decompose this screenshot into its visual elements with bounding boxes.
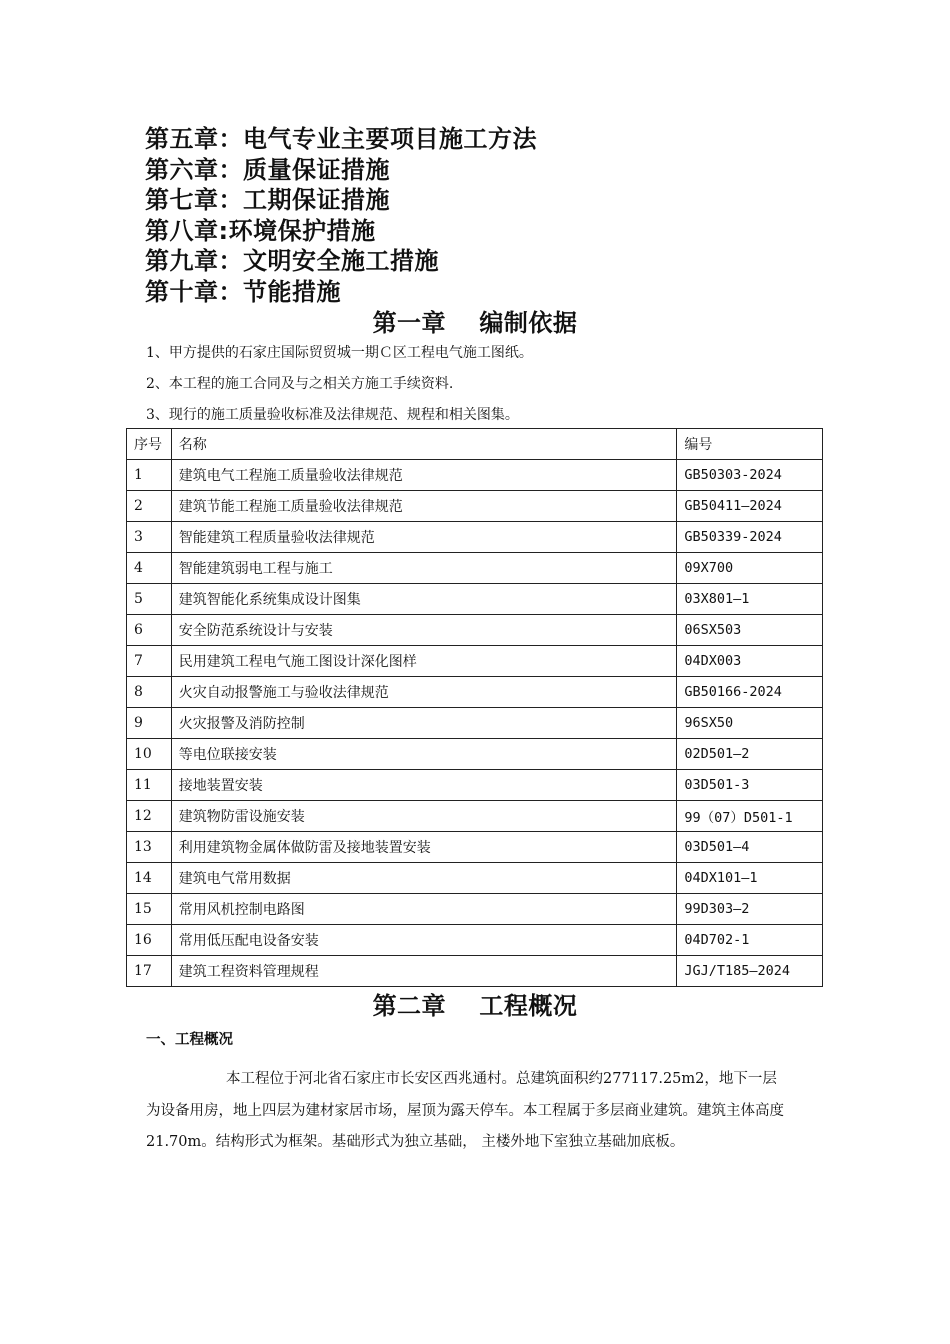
toc-item-chapter-8: 第八章:环境保护措施: [145, 216, 376, 245]
cell-number: 16: [127, 925, 172, 956]
cell-name: 建筑节能工程施工质量验收法律规范: [171, 491, 677, 522]
toc-item-chapter-6: 第六章：质量保证措施: [145, 155, 390, 184]
cell-code: 99（07）D501-1: [677, 801, 823, 832]
toc-item-chapter-10: 第十章：节能措施: [145, 277, 341, 306]
table-row: [127, 894, 823, 925]
cell-number: 13: [127, 832, 172, 863]
table-row: [127, 708, 823, 739]
standards-table-body: [127, 460, 823, 987]
cell-name: 智能建筑工程质量验收法律规范: [171, 522, 677, 553]
cell-code: 03D501—4: [677, 832, 823, 863]
standards-table: [126, 428, 823, 987]
basis-item-3: 3、现行的施工质量验收标准及法律规范、规程和相关图集。: [146, 407, 519, 423]
header-name: 名称: [171, 429, 677, 460]
cell-code: 02D501—2: [677, 739, 823, 770]
table-row: [127, 956, 823, 987]
cell-name: 建筑物防雷设施安装: [171, 801, 677, 832]
cell-code: 06SX503: [677, 615, 823, 646]
table-row: [127, 460, 823, 491]
project-overview-paragraph: [146, 1064, 786, 1159]
cell-code: GB50303-2024: [677, 460, 823, 491]
cell-name: 常用风机控制电路图: [171, 894, 677, 925]
overview-text: 本工程位于河北省石家庄市长安区西兆通村。总建筑面积约277117.25m2，地下一层为设备用房，地上四层为建材家居市场，屋顶为露天停车。本工程属于多层商业建筑。建筑主体高度21.70m。结构形式为框架。基础形式为独立基础， 主楼外地下室独立基础加底板。: [146, 1071, 784, 1150]
table-row: [127, 522, 823, 553]
toc-item-chapter-5: 第五章：电气专业主要项目施工方法: [145, 125, 537, 153]
table-header-row: [127, 429, 823, 460]
cell-number: 2: [127, 491, 172, 522]
cell-code: 99D303—2: [677, 894, 823, 925]
cell-name: 建筑电气工程施工质量验收法律规范: [171, 460, 677, 491]
cell-name: 接地装置安装: [171, 770, 677, 801]
section-title: 一、工程概况: [146, 1032, 233, 1048]
basis-item-1: 1、甲方提供的石家庄国际贸贸城一期Ｃ区工程电气施工图纸。: [146, 345, 533, 361]
cell-number: 9: [127, 708, 172, 739]
table-row: [127, 677, 823, 708]
cell-code: 04DX003: [677, 646, 823, 677]
header-number: 序号: [127, 429, 172, 460]
cell-name: 建筑智能化系统集成设计图集: [171, 584, 677, 615]
cell-name: 智能建筑弱电工程与施工: [171, 553, 677, 584]
cell-code: 04D702-1: [677, 925, 823, 956]
table-row: [127, 770, 823, 801]
chapter-2-title: 第二章 工程概况: [372, 992, 578, 1020]
cell-code: 03D501-3: [677, 770, 823, 801]
cell-name: 安全防范系统设计与安装: [171, 615, 677, 646]
cell-number: 8: [127, 677, 172, 708]
cell-number: 11: [127, 770, 172, 801]
cell-name: 常用低压配电设备安装: [171, 925, 677, 956]
table-row: [127, 491, 823, 522]
cell-number: 5: [127, 584, 172, 615]
cell-name: 利用建筑物金属体做防雷及接地装置安装: [171, 832, 677, 863]
cell-number: 12: [127, 801, 172, 832]
table-row: [127, 584, 823, 615]
basis-item-2: 2、本工程的施工合同及与之相关方施工手续资料.: [146, 376, 454, 392]
cell-number: 7: [127, 646, 172, 677]
table-row: [127, 925, 823, 956]
chapter-1-title: 第一章 编制依据: [372, 309, 578, 337]
table-row: [127, 832, 823, 863]
cell-name: 火灾报警及消防控制: [171, 708, 677, 739]
table-row: [127, 553, 823, 584]
table-row: [127, 615, 823, 646]
table-row: [127, 801, 823, 832]
cell-number: 15: [127, 894, 172, 925]
toc-item-chapter-7: 第七章：工期保证措施: [145, 186, 390, 214]
cell-code: JGJ/T185—2024: [677, 956, 823, 987]
cell-name: 建筑电气常用数据: [171, 863, 677, 894]
cell-code: 09X700: [677, 553, 823, 584]
cell-number: 4: [127, 553, 172, 584]
cell-code: GB50339-2024: [677, 522, 823, 553]
cell-number: 3: [127, 522, 172, 553]
table-of-contents: [145, 124, 537, 307]
cell-number: 17: [127, 956, 172, 987]
cell-number: 1: [127, 460, 172, 491]
cell-name: 建筑工程资料管理规程: [171, 956, 677, 987]
cell-name: 等电位联接安装: [171, 739, 677, 770]
table-row: [127, 863, 823, 894]
cell-name: 民用建筑工程电气施工图设计深化图样: [171, 646, 677, 677]
cell-code: GB50166-2024: [677, 677, 823, 708]
cell-number: 10: [127, 739, 172, 770]
cell-name: 火灾自动报警施工与验收法律规范: [171, 677, 677, 708]
cell-code: GB50411—2024: [677, 491, 823, 522]
cell-code: 04DX101—1: [677, 863, 823, 894]
cell-code: 03X801—1: [677, 584, 823, 615]
toc-item-chapter-9: 第九章：文明安全施工措施: [145, 247, 439, 275]
header-code: 编号: [677, 429, 823, 460]
cell-number: 14: [127, 863, 172, 894]
cell-code: 96SX50: [677, 708, 823, 739]
cell-number: 6: [127, 615, 172, 646]
table-row: [127, 646, 823, 677]
table-row: [127, 739, 823, 770]
